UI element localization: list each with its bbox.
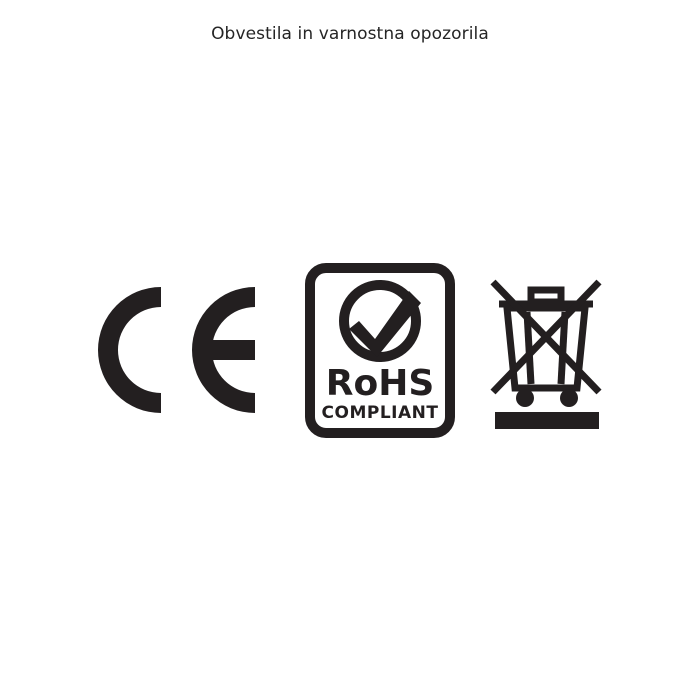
rohs-line2: COMPLIANT xyxy=(321,402,439,423)
compliance-symbol-row xyxy=(0,255,700,445)
rohs-line1: RoHS xyxy=(325,362,435,404)
page-title: Obvestila in varnostna opozorila xyxy=(211,24,489,44)
rohs-compliant-icon xyxy=(305,263,455,438)
ce-mark-icon xyxy=(89,275,279,425)
weee-bin-icon xyxy=(481,260,611,440)
